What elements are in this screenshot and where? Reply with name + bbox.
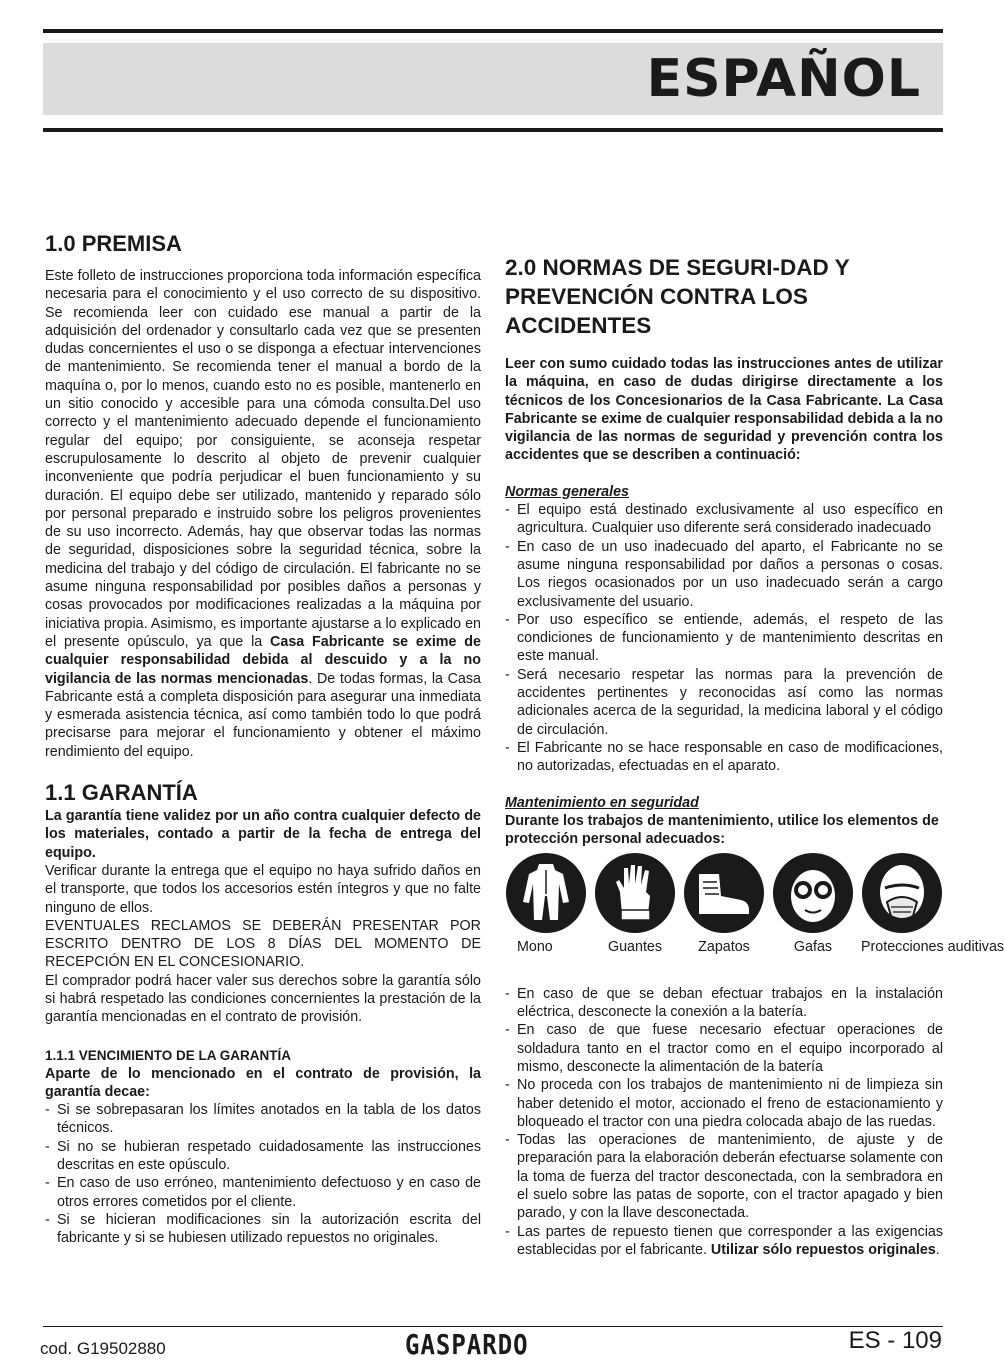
gloves-icon — [594, 852, 676, 934]
list-item — [505, 1223, 943, 1260]
last-item-text-b: . — [935, 1241, 940, 1258]
vencimiento-bold: Aparte de lo mencionado en el contrato de provisión, la garantía decae: — [45, 1065, 481, 1100]
right-column — [505, 253, 1004, 1259]
list-item: - En caso de que fuese necesario efectuar operaciones de soldadura tanto en el tractor como en el equipo incorporado al mismo, desconecte la alimentación de la batería — [505, 1021, 943, 1076]
mantenimiento-title: Mantenimiento en seguridad — [505, 794, 699, 811]
premisa-text-bold: Casa Fabricante se exime de cualquier responsabilidad debida al descuido y a la no vigilancia de las normas mencionadas — [45, 633, 481, 687]
header-bottom-rule — [43, 128, 943, 132]
list-item: - En caso de uso erróneo, mantenimiento defectuoso y en caso de otros errores cometidos por el cliente. — [45, 1174, 481, 1211]
last-item-text-bold: Utilizar sólo repuestos originales — [710, 1241, 936, 1258]
normas-generales-title: Normas generales — [505, 483, 629, 500]
mantenimiento-bold: Durante los trabajos de mantenimiento, utilice los elementos de protección personal adecuados: — [505, 812, 939, 848]
ppe-label-zapatos: Zapatos — [698, 939, 750, 956]
page-number: ES - 109 — [848, 1327, 942, 1354]
list-item: - Si no se hubieran respetado cuidadosamente las instrucciones descritas en este opúsculo. — [45, 1138, 481, 1175]
safety-shoe-icon — [683, 852, 765, 934]
garantia-text-1: Verificar durante la entrega que el equipo no haya sufrido daños en el transporte, que todos los accesorios estén íntegros y que no falte ninguno de ellos. — [45, 862, 481, 916]
section-title-vencimiento: 1.1.1 VENCIMIENTO DE LA GARANTÍA — [45, 1047, 292, 1063]
language-title: ESPAÑOL — [646, 49, 921, 109]
list-item: - Por uso específico se entiende, además, el respeto de las condiciones de funcionamiento y de mantenimiento descritas en este manual. — [505, 611, 943, 666]
list-item: - En caso de un uso inadecuado del aparto, el Fabricante no se asume ninguna responsabilidad por daños a personas o cosas. Los riegos ocasionados por un uso inadecuado serán a cargo exclusivamente del usuario. — [505, 538, 943, 611]
last-item-text-a: Las partes de repuesto tienen que corresponder a las exigencias establecidas por el fabricante. — [517, 1223, 943, 1258]
garantia-text-2: EVENTUALES RECLAMOS SE DEBERÁN PRESENTAR POR ESCRITO DENTRO DE LOS 8 DÍAS DEL MOMENTO DE RECEPCIÓN EN EL CONCESIONARIO. — [45, 917, 481, 971]
list-item: - Si se hicieran modificaciones sin la autorización escrita del fabricante y si se hubiesen utilizado repuestos no originales. — [45, 1211, 481, 1248]
normas-generales-list — [505, 501, 943, 775]
ppe-protecciones — [861, 852, 1004, 956]
normas-intro-bold: Leer con sumo cuidado todas las instrucciones antes de utilizar la máquina, en caso de dudas dirigirse directamente a los técnicos de los Concesionarios de la Casa Fabricante. La Casa Fabricante se exime de cualquier responsabilidad debida a la no vigilancia de las normas de seguridad y prevención contra los accidentes que se describen a continuació: — [505, 356, 943, 464]
list-item: - El equipo está destinado exclusivamente al uso específico en agricultura. Cualquier uso diferente será considerado inadecuado — [505, 501, 943, 538]
ppe-label-mono: Mono — [517, 939, 553, 956]
brand-logo: GASPARDO — [405, 1328, 529, 1362]
list-item: - Será necesario respetar las normas para la prevención de accidentes pertinentes y reconocidas así como las normas adicionales acerca de la seguridad, la medicina laboral y el código de circulación. — [505, 666, 943, 739]
ppe-gafas — [772, 852, 854, 956]
ppe-icons-row — [505, 852, 1004, 956]
ppe-label-protecciones: Protecciones auditivas — [861, 939, 1004, 956]
premisa-text-b: . De todas formas, la Casa Fabricante está a completa disposición para asegurar una inmediata y esmerada asistencia técnica, así como también todo lo que podrá precisarse para mejorar el funcionamiento y obtener el máximo rendimiento del equipo. — [45, 670, 481, 760]
premisa-paragraph — [45, 267, 481, 761]
vencimiento-list — [45, 1101, 481, 1247]
premisa-text-a: Este folleto de instrucciones proporciona toda información específica necesaria para el conocimiento y el uso correcto de su dispositivo. Se recomienda leer con cuidado ese manual a partir de la adquisición del ordenador y consultarlo cada vez que se presenten dudas concernientes el uso o se disponga a efectuar intervenciones de mantenimiento. Se recomienda tener el manual a bordo de la maquína o, por lo menos, cuando esto no es posible, mantenerlo en un sitio conocido y accesible para una cómoda consulta.Del uso correcto y el mantenimiento adecuado depende el funcionamiento regular del equipo; por consiguiente, se aconseja respetar escrupulosamente lo descrito al objeto de prevenir cualquier inconveniente que podría perjudicar el buen funcionamiento y su duración. El equipo debe ser utilizado, mantenido y reparado sólo por personal preparado e instruido sobre los peligros provenientes de su uso incorrecto. Además, hay que observar todas las normas de seguridad, disposiciones sobre la seguridad técnica, sobre la medicina del trabajo y del código de circulación. El fabricante no se asume ninguna responsabilidad por posibles daños a personas y cosas provocados por modificaciones realizadas a la máquina por iniciativa propia. Asimismo, es importante ajustarse a lo explicado en el presente opúsculo, ya que la — [45, 268, 481, 650]
section-title-garantia: 1.1 GARANTÍA — [45, 780, 198, 806]
respirator-mask-icon — [861, 852, 943, 934]
mantenimiento-list — [505, 985, 943, 1259]
coverall-icon — [505, 852, 587, 934]
ppe-mono — [505, 852, 587, 956]
ppe-label-gafas: Gafas — [793, 939, 833, 956]
goggles-icon — [772, 852, 854, 934]
list-item: - Todas las operaciones de mantenimiento, de ajuste y de preparación para la elaboración deberán efectuarse solamente con la toma de fuerza del tractor desconectada, con la sembradora en el suelo sobre las patas de soporte, con el tractor apagado y bien parado, y con la llave desconectada. — [505, 1131, 943, 1222]
list-item: - El Fabricante no se hace responsable en caso de modificaciones, no autorizadas, efectuadas en el aparato. — [505, 739, 943, 776]
left-column — [45, 230, 481, 1248]
section-title-premisa: 1.0 PREMISA — [45, 231, 182, 256]
list-item: - Si se sobrepasaran los límites anotados en la tabla de los datos técnicos. — [45, 1101, 481, 1138]
ppe-zapatos — [683, 852, 765, 956]
footer-rule — [43, 1326, 943, 1327]
ppe-label-guantes: Guantes — [607, 939, 663, 956]
section-title-normas: 2.0 NORMAS DE SEGURI-DAD Y PREVENCIÓN CONTRA LOS ACCIDENTES — [505, 255, 850, 338]
list-item: - No proceda con los trabajos de mantenimiento ni de limpieza sin haber detenido el motor, accionado el freno de estacionamiento y bloqueado el tractor con una piedra colocada abajo de las ruedas. — [505, 1076, 943, 1131]
header-top-rule — [43, 29, 943, 33]
ppe-guantes — [594, 852, 676, 956]
document-code: cod. G19502880 — [40, 1339, 166, 1358]
garantia-bold: La garantía tiene validez por un año contra cualquier defecto de los materiales, contado a partir de la fecha de entrega del equipo. — [45, 808, 481, 861]
garantia-text-3: El comprador podrá hacer valer sus derechos sobre la garantía sólo si habrá respetado las condiciones concernientes la prestación de la garantía mencionadas en el contrato de provisión. — [45, 972, 481, 1026]
header-band — [43, 43, 943, 115]
list-item: - En caso de que se deban efectuar trabajos en la instalación eléctrica, desconecte la conexión a la batería. — [505, 985, 943, 1022]
